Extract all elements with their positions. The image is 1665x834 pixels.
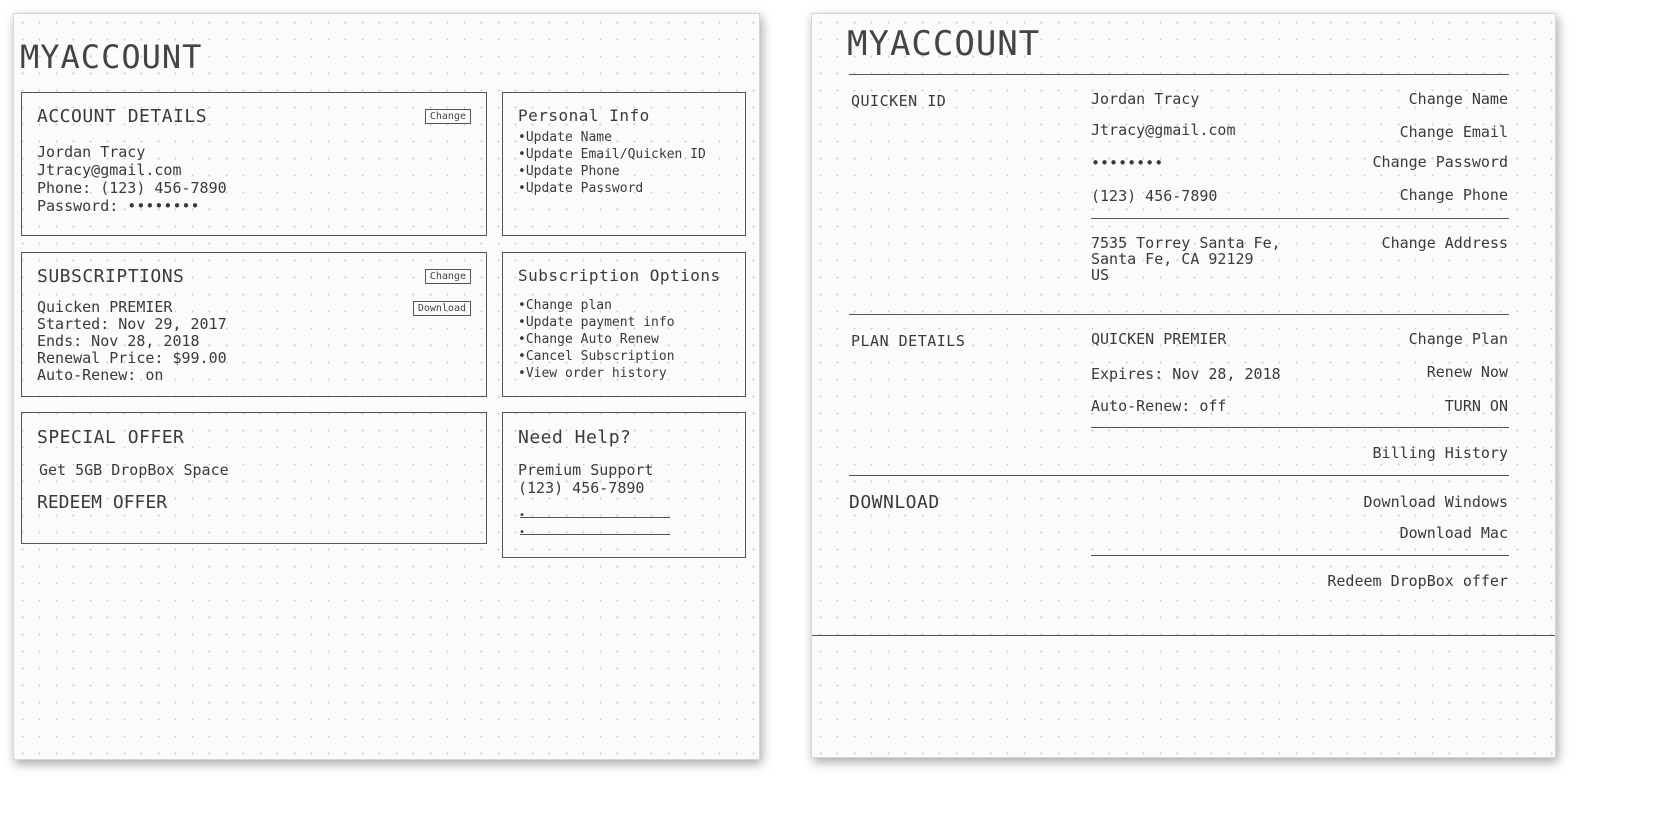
account-email: Jtracy@gmail.com — [37, 161, 182, 179]
plan-expires: Expires: Nov 28, 2018 — [1091, 365, 1281, 383]
plan-details-label: PLAN DETAILS — [851, 332, 966, 350]
subscription-options-card — [502, 252, 746, 397]
change-plan-link[interactable]: •Change plan — [518, 298, 612, 313]
download-mac-link[interactable]: Download Mac — [1399, 524, 1508, 542]
profile-name: Jordan Tracy — [1091, 90, 1200, 108]
change-plan-link[interactable]: Change Plan — [1408, 330, 1508, 348]
profile-email: Jtracy@gmail.com — [1091, 121, 1236, 139]
update-password-link[interactable]: •Update Password — [518, 181, 644, 196]
need-help-card — [502, 412, 746, 558]
subscription-options-heading: Subscription Options — [518, 266, 721, 285]
offer-divider — [1091, 555, 1509, 556]
profile-address — [1091, 235, 1281, 283]
section-divider — [849, 475, 1509, 476]
special-offer-card — [21, 412, 487, 544]
help-bullet: • — [519, 510, 526, 521]
address-divider — [1091, 218, 1509, 219]
need-help-heading: Need Help? — [518, 427, 632, 448]
premium-support-label: Premium Support — [518, 461, 654, 479]
dashboard-sketch — [13, 13, 760, 760]
download-windows-link[interactable]: Download Windows — [1363, 493, 1508, 511]
turn-on-auto-renew-link[interactable]: TURN ON — [1444, 397, 1508, 415]
plan-auto-renew: Auto-Renew: off — [1091, 397, 1227, 415]
subscription-renewal-price: Renewal Price: $99.00 — [37, 349, 227, 367]
subscriptions-card — [21, 252, 487, 397]
help-bullet: • — [519, 527, 526, 538]
account-details-lines — [37, 143, 227, 215]
subscription-auto-renew: Auto-Renew: on — [37, 366, 164, 384]
change-name-link[interactable]: Change Name — [1408, 90, 1508, 108]
change-email-link[interactable]: Change Email — [1399, 123, 1508, 141]
personal-info-list — [518, 129, 706, 197]
update-payment-link[interactable]: •Update payment info — [518, 315, 675, 330]
personal-info-card — [502, 92, 746, 236]
change-auto-renew-link[interactable]: •Change Auto Renew — [518, 332, 659, 347]
special-offer-heading: SPECIAL OFFER — [37, 427, 185, 448]
view-order-history-link[interactable]: •View order history — [518, 366, 667, 381]
profile-phone: (123) 456-7890 — [1091, 187, 1218, 205]
title-divider — [849, 74, 1509, 75]
update-name-link[interactable]: •Update Name — [518, 130, 612, 145]
address-line: Santa Fe, CA 92129 — [1091, 250, 1254, 268]
account-password: Password: •••••••• — [37, 197, 200, 215]
subscription-options-list — [518, 297, 675, 382]
change-address-link[interactable]: Change Address — [1381, 234, 1508, 252]
change-subscription-button[interactable]: Change — [425, 269, 471, 284]
change-account-button[interactable]: Change — [425, 109, 471, 124]
quicken-id-label: QUICKEN ID — [851, 92, 947, 110]
cancel-subscription-link[interactable]: •Cancel Subscription — [518, 349, 675, 364]
redeem-dropbox-link[interactable]: Redeem DropBox offer — [1327, 572, 1508, 590]
help-link-placeholder[interactable] — [520, 517, 670, 518]
plan-name: QUICKEN PREMIER — [1091, 330, 1227, 348]
account-details-heading: ACCOUNT DETAILS — [37, 106, 208, 127]
subscription-started: Started: Nov 29, 2017 — [37, 315, 227, 333]
update-email-link[interactable]: •Update Email/Quicken ID — [518, 147, 706, 162]
subscriptions-heading: SUBSCRIPTIONS — [37, 266, 185, 287]
special-offer-text: Get 5GB DropBox Space — [39, 461, 229, 479]
account-details-card — [21, 92, 487, 236]
support-phone: (123) 456-7890 — [518, 479, 645, 497]
download-button[interactable]: Download — [413, 301, 471, 316]
profile-password: •••••••• — [1091, 154, 1164, 172]
address-line: 7535 Torrey Santa Fe, — [1091, 234, 1281, 252]
billing-history-link[interactable]: Billing History — [1372, 444, 1508, 462]
section-divider — [849, 314, 1509, 315]
renew-now-link[interactable]: Renew Now — [1426, 363, 1508, 381]
update-phone-link[interactable]: •Update Phone — [518, 164, 620, 179]
subscription-ends: Ends: Nov 28, 2018 — [37, 332, 200, 350]
change-phone-link[interactable]: Change Phone — [1399, 186, 1508, 204]
account-name: Jordan Tracy — [37, 143, 146, 161]
change-password-link[interactable]: Change Password — [1372, 153, 1508, 171]
account-page-sketch — [811, 13, 1556, 758]
help-link-placeholder[interactable] — [520, 534, 670, 535]
page-title: MYACCOUNT — [20, 38, 203, 76]
address-line: US — [1091, 266, 1110, 284]
subscription-lines — [37, 299, 227, 384]
download-label: DOWNLOAD — [849, 492, 940, 513]
personal-info-heading: Personal Info — [518, 106, 650, 125]
account-phone: Phone: (123) 456-7890 — [37, 179, 227, 197]
subscription-plan: Quicken PREMIER — [37, 298, 173, 316]
billing-divider — [1091, 427, 1509, 428]
page-title: MYACCOUNT — [847, 24, 1041, 64]
redeem-offer-link[interactable]: REDEEM OFFER — [37, 492, 168, 513]
footer-divider — [812, 635, 1555, 636]
